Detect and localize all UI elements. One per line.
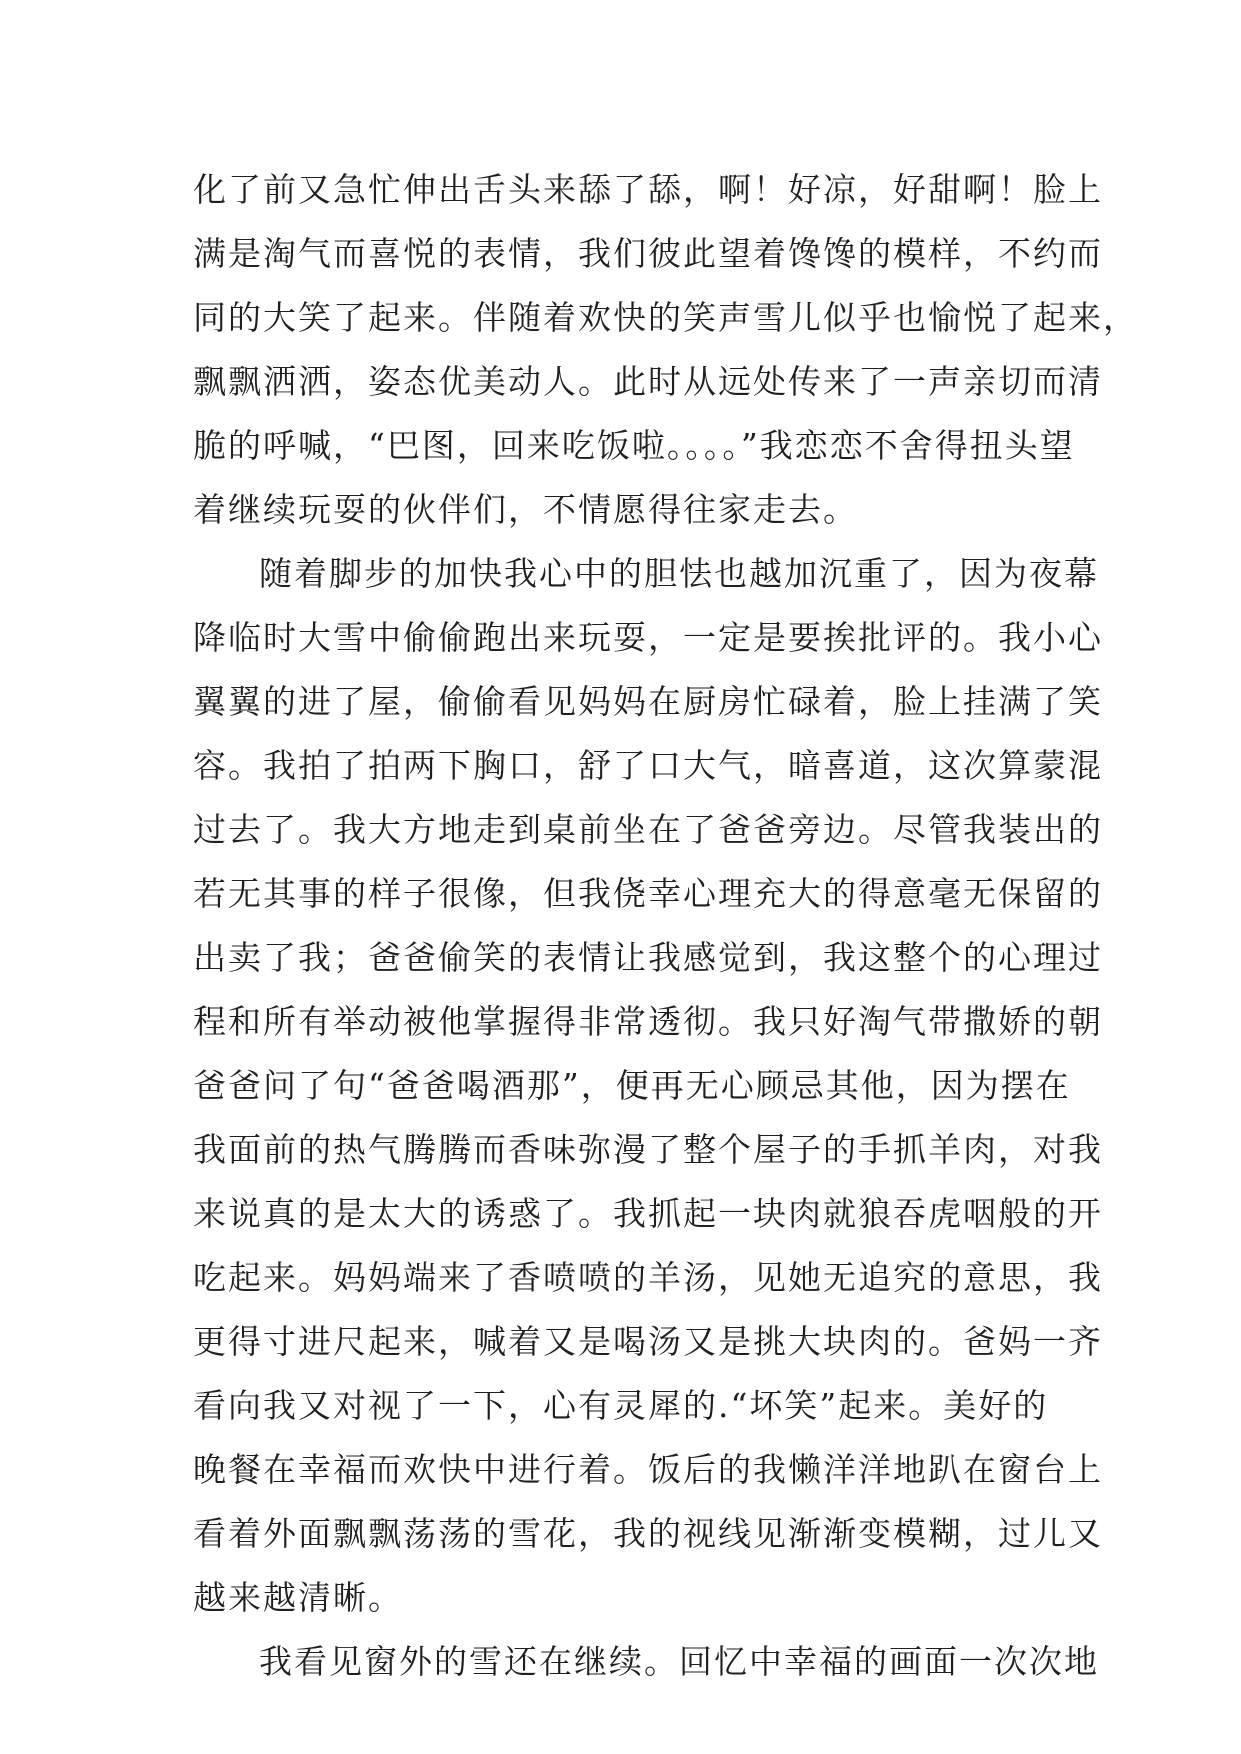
text-line: 降临时大雪中偷偷跑出来玩耍，一定是要挨批评的。我小心: [193, 618, 1103, 657]
text-line: 着继续玩耍的伙伴们，不情愿得往家走去。: [193, 490, 858, 529]
text-line: 看向我又对视了一下，心有灵犀的.“坏笑”起来。美好的: [193, 1386, 1049, 1425]
text-line: 爸爸问了句“爸爸喝酒那”，便再无心顾忌其他，因为摆在: [193, 1066, 1071, 1105]
text-line: 看着外面飘飘荡荡的雪花，我的视线见渐渐变模糊，过儿又: [193, 1514, 1103, 1553]
text-line: 更得寸进尺起来，喊着又是喝汤又是挑大块肉的。爸妈一齐: [193, 1322, 1103, 1361]
text-line: 晚餐在幸福而欢快中进行着。饭后的我懒洋洋地趴在窗台上: [193, 1450, 1103, 1489]
text-line: 容。我拍了拍两下胸口，舒了口大气，暗喜道，这次算蒙混: [193, 746, 1103, 785]
text-line: 吃起来。妈妈端来了香喷喷的羊汤，见她无追究的意思，我: [193, 1258, 1103, 1297]
text-line: 飘飘洒洒，姿态优美动人。此时从远处传来了一声亲切而清: [193, 362, 1103, 401]
body-text: [193, 158, 1138, 1694]
text-line: 越来越清晰。: [193, 1578, 403, 1617]
text-line: 过去了。我大方地走到桌前坐在了爸爸旁边。尽管我装出的: [193, 810, 1103, 849]
text-line: 出卖了我；爸爸偷笑的表情让我感觉到，我这整个的心理过: [193, 938, 1103, 977]
paragraph-start-line: 我看见窗外的雪还在继续。回忆中幸福的画面一次次地: [259, 1642, 1099, 1681]
text-line: 脆的呼喊，“巴图，回来吃饭啦。。。。”我恋恋不舍得扭头望: [193, 426, 1075, 465]
text-line: 满是淘气而喜悦的表情，我们彼此望着馋馋的模样，不约而: [193, 234, 1103, 273]
text-line: 若无其事的样子很像，但我侥幸心理充大的得意毫无保留的: [193, 874, 1103, 913]
text-line: 来说真的是太大的诱惑了。我抓起一块肉就狼吞虎咽般的开: [193, 1194, 1103, 1233]
text-line: 化了前又急忙伸出舌头来舔了舔，啊！好凉，好甜啊！脸上: [193, 170, 1103, 209]
text-line: 程和所有举动被他掌握得非常透彻。我只好淘气带撒娇的朝: [193, 1002, 1103, 1041]
paragraph-start-line: 随着脚步的加快我心中的胆怯也越加沉重了，因为夜幕: [259, 554, 1099, 593]
text-line: 翼翼的进了屋，偷偷看见妈妈在厨房忙碌着，脸上挂满了笑: [193, 682, 1103, 721]
text-line: 我面前的热气腾腾而香味弥漫了整个屋子的手抓羊肉，对我: [193, 1130, 1103, 1169]
text-line: 同的大笑了起来。伴随着欢快的笑声雪儿似乎也愉悦了起来，: [193, 298, 1138, 337]
